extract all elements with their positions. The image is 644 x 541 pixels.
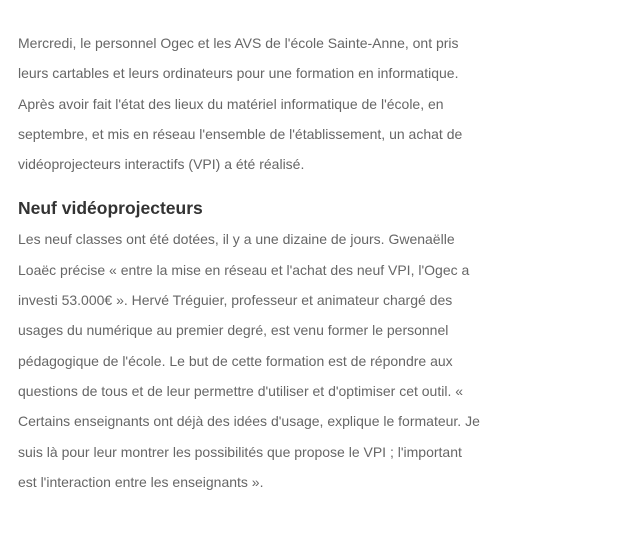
- text-line: Loaëc précise « entre la mise en réseau et l'achat des neuf VPI, l'Ogec a: [18, 261, 470, 278]
- text-line: pédagogique de l'école. Le but de cette formation est de répondre aux: [18, 352, 453, 369]
- text-line: leurs cartables et leurs ordinateurs pour une formation en informatique.: [18, 65, 459, 82]
- text-line: Certains enseignants ont déjà des idées d'usage, explique le formateur. Je: [18, 413, 480, 430]
- text-line: investi 53.000€ ». Hervé Tréguier, professeur et animateur chargé des: [18, 292, 453, 309]
- article-body: [18, 28, 628, 497]
- text-line: questions de tous et de leur permettre d'utiliser et d'optimiser cet outil. «: [18, 382, 464, 399]
- text-line: suis là pour leur montrer les possibilités que propose le VPI ; l'important: [18, 443, 462, 460]
- body-paragraph: [18, 224, 628, 497]
- text-line: est l'interaction entre les enseignants ».: [18, 473, 264, 490]
- text-line: Les neuf classes ont été dotées, il y a une dizaine de jours. Gwenaëlle: [18, 231, 455, 248]
- text-line: usages du numérique au premier degré, est venu former le personnel: [18, 322, 449, 339]
- intro-paragraph: [18, 28, 628, 179]
- text-line: Après avoir fait l'état des lieux du matériel informatique de l'école, en: [18, 95, 444, 112]
- text-line: Mercredi, le personnel Ogec et les AVS de l'école Sainte-Anne, ont pris: [18, 35, 459, 51]
- section-heading: Neuf vidéoprojecteurs: [18, 198, 203, 219]
- text-line: vidéoprojecteurs interactifs (VPI) a été réalisé.: [18, 156, 305, 173]
- text-line: septembre, et mis en réseau l'ensemble de l'établissement, un achat de: [18, 125, 463, 142]
